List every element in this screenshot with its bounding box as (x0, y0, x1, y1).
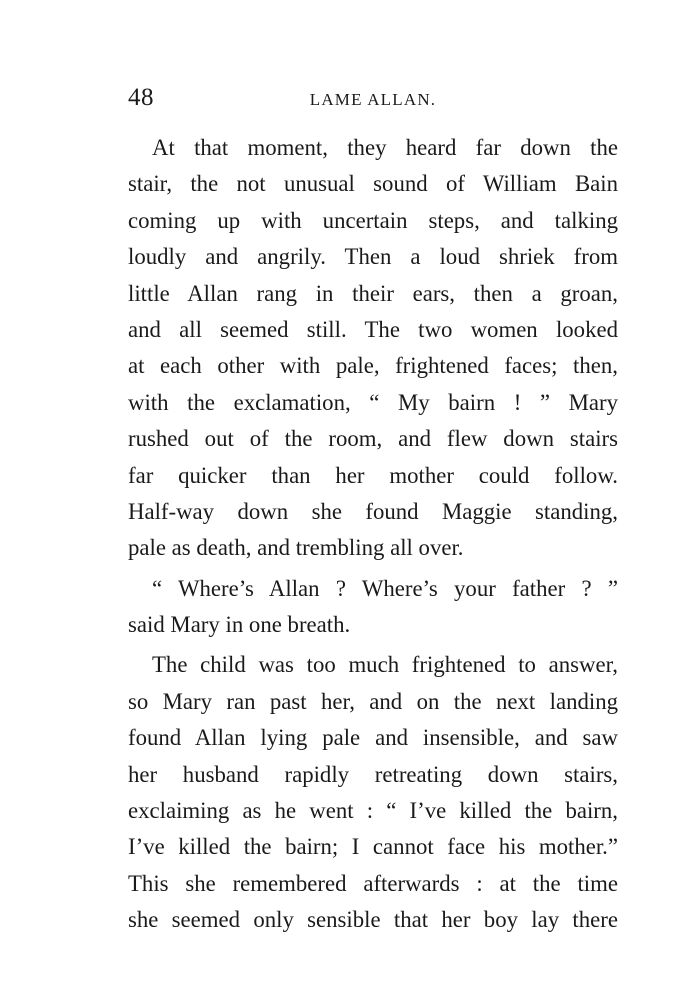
text-line: her husband rapidly retreating down stairs, (128, 761, 618, 787)
paragraph (128, 647, 618, 938)
paragraph (128, 571, 618, 644)
page-number: 48 (128, 84, 154, 111)
text-line: far quicker than her mother could follow. (128, 462, 618, 488)
text-line: I’ve killed the bairn; I cannot face his mother.” (128, 834, 618, 860)
text-line: loudly and angrily. Then a loud shriek from (128, 244, 618, 270)
text-line: exclaiming as he went : “ I’ve killed the bairn, (128, 798, 618, 824)
text-line: stair, the not unusual sound of William Bain (128, 171, 618, 197)
text-line: found Allan lying pale and insensible, and saw (128, 725, 618, 751)
page-header (128, 84, 618, 114)
text-line: The child was too much frightened to answer, (152, 652, 618, 678)
text-line: little Allan rang in their ears, then a groan, (128, 280, 618, 306)
text-line: so Mary ran past her, and on the next landing (128, 688, 618, 714)
text-line: coming up with uncertain steps, and talking (128, 207, 618, 233)
text-line: with the exclamation, “ My bairn ! ” Mary (128, 389, 618, 415)
text-line: This she remembered afterwards : at the time (128, 870, 618, 896)
text-line: at each other with pale, frightened faces; then, (128, 353, 618, 379)
paragraph (128, 130, 618, 567)
text-line: said Mary in one breath. (128, 612, 351, 638)
text-line: she seemed only sensible that her boy lay there (128, 907, 618, 933)
text-line: Half-way down she found Maggie standing, (128, 498, 618, 524)
running-title: LAME ALLAN. (309, 90, 437, 109)
body-text (128, 130, 618, 939)
text-line: and all seemed still. The two women looked (128, 316, 618, 342)
text-line: At that moment, they heard far down the (152, 135, 618, 160)
text-line: “ Where’s Allan ? Where’s your father ? ” (152, 575, 618, 601)
text-line: rushed out of the room, and flew down stairs (128, 426, 618, 452)
text-line: pale as death, and trembling all over. (128, 535, 464, 561)
